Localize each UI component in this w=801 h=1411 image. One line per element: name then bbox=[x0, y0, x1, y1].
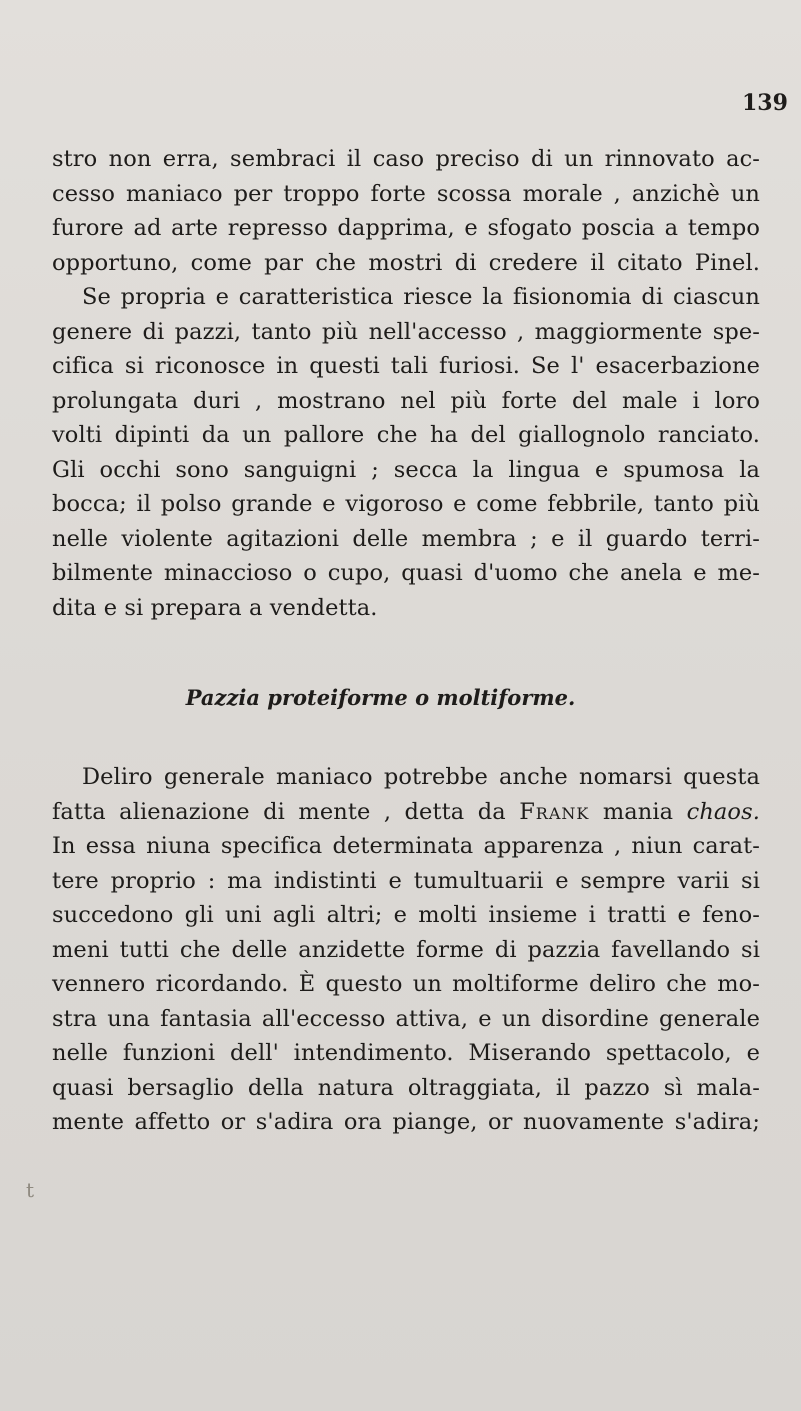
text-segment: mania bbox=[602, 798, 674, 825]
text-line: vennero ricordando. È questo un moltiforme deliro che mo- bbox=[52, 971, 760, 997]
text-line: stra una fantasia all'eccesso attiva, e un disordine generale bbox=[52, 1005, 760, 1032]
author-name: Frank bbox=[519, 798, 590, 825]
text-line: genere di pazzi, tanto più nell'accesso , maggiormente spe- bbox=[52, 318, 760, 345]
paragraph-1 bbox=[52, 142, 760, 625]
text-line: stro non erra, sembraci il caso preciso di un rinnovato ac- bbox=[52, 146, 760, 172]
italic-term: chaos. bbox=[686, 798, 760, 825]
text-line: furore ad arte represso dapprima, e sfogato poscia a tempo bbox=[52, 215, 760, 241]
text-segment: fatta alienazione di mente , detta da bbox=[52, 798, 506, 825]
paragraph-2 bbox=[52, 760, 760, 1140]
text-line: tere proprio : ma indistinti e tumultuarii e sempre varii si bbox=[52, 867, 760, 894]
text-line bbox=[52, 795, 760, 830]
text-line: cesso maniaco per troppo forte scossa morale , anzichè un bbox=[52, 180, 760, 207]
text-line: succedono gli uni agli altri; e molti insieme i tratti e feno- bbox=[52, 902, 760, 928]
text-line: opportuno, come par che mostri di credere il citato Pinel. bbox=[52, 249, 760, 276]
text-line: Se propria e caratteristica riesce la fisionomia di ciascun bbox=[82, 284, 760, 310]
text-line: meni tutti che delle anzidette forme di pazzia favellando si bbox=[52, 936, 760, 963]
text-line: bilmente minaccioso o cupo, quasi d'uomo che anela e me- bbox=[52, 560, 760, 586]
margin-mark: t bbox=[26, 1178, 35, 1202]
text-line: dita e si prepara a vendetta. bbox=[52, 594, 378, 621]
text-line: nelle violente agitazioni delle membra ; e il guardo terri- bbox=[52, 525, 760, 552]
text-line: In essa niuna specifica determinata apparenza , niun carat- bbox=[52, 833, 760, 859]
text-line: quasi bersaglio della natura oltraggiata, il pazzo sì mala- bbox=[52, 1074, 760, 1101]
section-heading-text: Pazzia proteiforme o moltiforme. bbox=[185, 685, 576, 710]
page-number: 139 bbox=[742, 90, 788, 116]
text-line: prolungata duri , mostrano nel più forte del male i loro bbox=[52, 387, 760, 414]
text-line: cifica si riconosce in questi tali furiosi. Se l' esacerbazione bbox=[52, 353, 760, 379]
text-line: Deliro generale maniaco potrebbe anche nomarsi questa bbox=[82, 764, 760, 790]
text-line: mente affetto or s'adira ora piange, or nuovamente s'adira; bbox=[52, 1109, 760, 1135]
text-line: Gli occhi sono sanguigni ; secca la lingua e spumosa la bbox=[52, 456, 760, 483]
text-line: volti dipinti da un pallore che ha del giallognolo ranciato. bbox=[52, 422, 760, 448]
section-heading bbox=[0, 687, 801, 708]
text-line: bocca; il polso grande e vigoroso e come febbrile, tanto più bbox=[52, 491, 760, 517]
text-line: nelle funzioni dell' intendimento. Miserando spettacolo, e bbox=[52, 1040, 760, 1066]
